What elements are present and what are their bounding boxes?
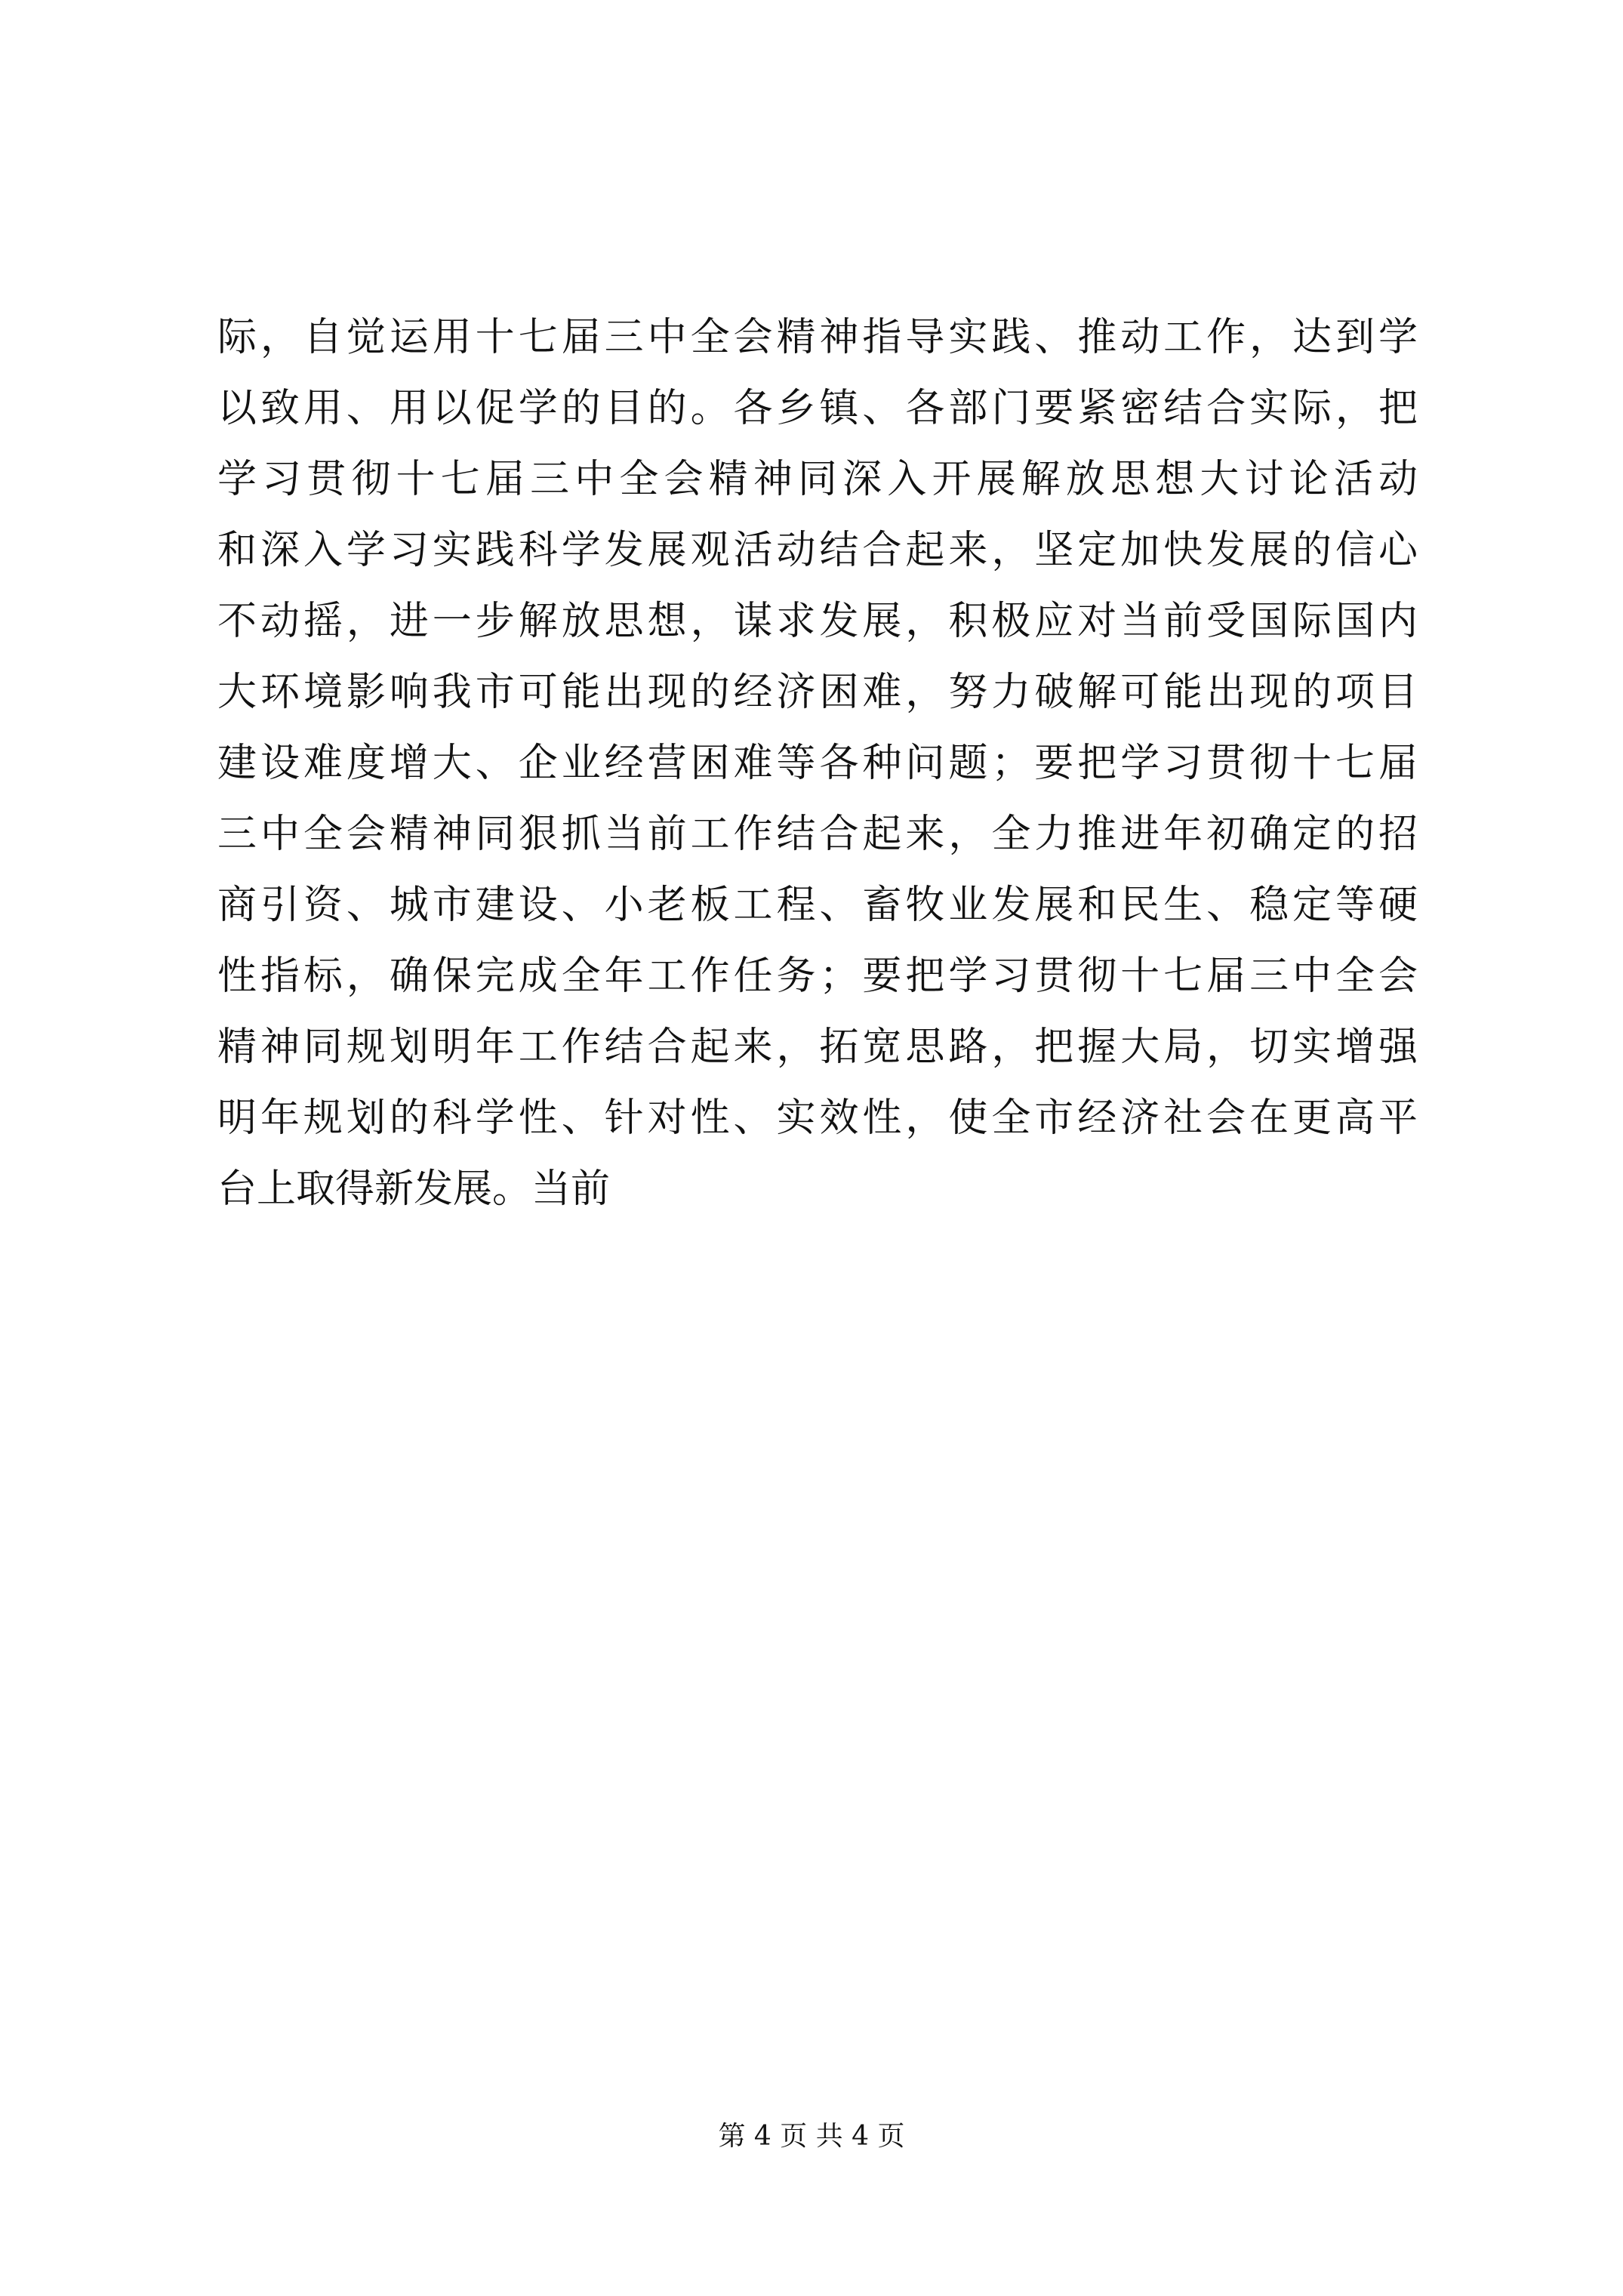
text-line-6: 大环境影响我市可能出现的经济困难，努力破解可能出现的项目 bbox=[217, 670, 1418, 715]
text-line-5: 不动摇，进一步解放思想，谋求发展，积极应对当前受国际国内 bbox=[217, 599, 1418, 644]
text-line-13: 台上取得新发展。当前 bbox=[217, 1166, 611, 1212]
text-line-8: 三中全会精神同狠抓当前工作结合起来，全力推进年初确定的招 bbox=[217, 812, 1418, 857]
text-line-3: 学习贯彻十七届三中全会精神同深入开展解放思想大讨论活动 bbox=[217, 457, 1418, 502]
body-paragraph bbox=[217, 302, 1418, 1225]
text-line-12: 明年规划的科学性、针对性、实效性，使全市经济社会在更高平 bbox=[217, 1096, 1418, 1141]
text-line-2: 以致用、用以促学的目的。各乡镇、各部门要紧密结合实际，把 bbox=[217, 386, 1418, 431]
text-line-10: 性指标，确保完成全年工作任务；要把学习贯彻十七届三中全会 bbox=[217, 954, 1418, 999]
text-line-7: 建设难度增大、企业经营困难等各种问题；要把学习贯彻十七届 bbox=[217, 741, 1418, 786]
text-line-11: 精神同规划明年工作结合起来，拓宽思路，把握大局，切实增强 bbox=[217, 1025, 1418, 1070]
text-line-9: 商引资、城市建设、小老板工程、畜牧业发展和民生、稳定等硬 bbox=[217, 883, 1418, 928]
text-line-4: 和深入学习实践科学发展观活动结合起来，坚定加快发展的信心 bbox=[217, 528, 1418, 573]
page-footer bbox=[0, 2118, 1623, 2156]
page-number-label: 第 4 页 共 4 页 bbox=[718, 2121, 905, 2152]
text-line-1: 际，自觉运用十七届三中全会精神指导实践、推动工作，达到学 bbox=[217, 315, 1418, 360]
